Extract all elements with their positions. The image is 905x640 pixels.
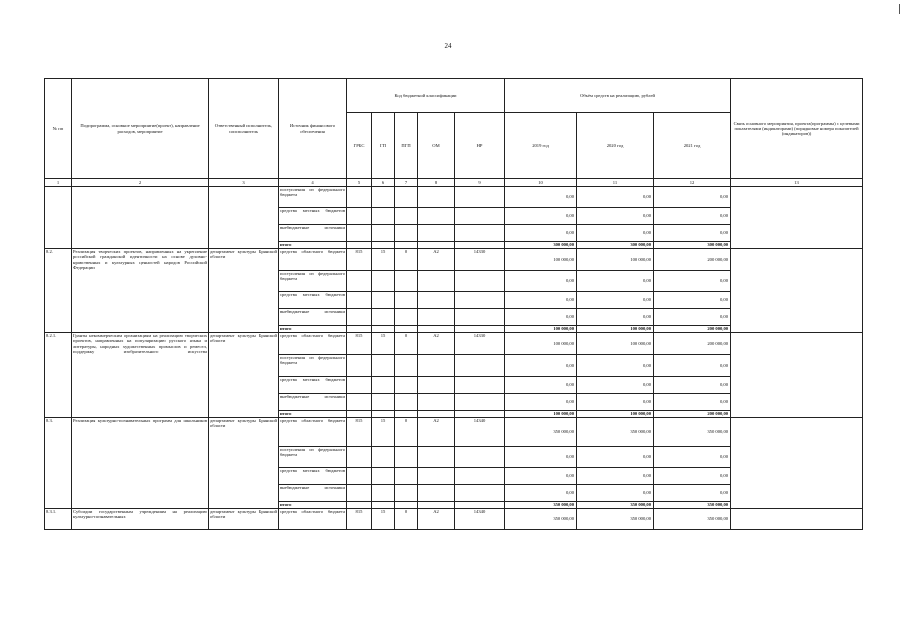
code-gp bbox=[372, 242, 395, 249]
amount-2019: 100 000,00 bbox=[505, 333, 577, 355]
code-gp: 15 bbox=[372, 333, 395, 355]
responsible-executor: департамент культуры Брянской области bbox=[209, 509, 279, 530]
funding-source: средства областного бюджета bbox=[279, 418, 347, 447]
column-number: 7 bbox=[395, 179, 418, 187]
code-np bbox=[455, 355, 505, 377]
page-edge-mark bbox=[899, 4, 900, 14]
funding-source: средства местных бюджетов bbox=[279, 468, 347, 485]
funding-source: внебюджетные источники bbox=[279, 225, 347, 242]
funding-source: средства местных бюджетов bbox=[279, 377, 347, 394]
code-gp bbox=[372, 309, 395, 326]
code-om bbox=[418, 271, 455, 292]
code-gp bbox=[372, 225, 395, 242]
code-om bbox=[418, 208, 455, 225]
amount-2019: 0,00 bbox=[505, 309, 577, 326]
code-om bbox=[418, 411, 455, 418]
amount-2020: 0,00 bbox=[577, 292, 654, 309]
amount-2020: 0,00 bbox=[577, 394, 654, 411]
code-om: А2 bbox=[418, 333, 455, 355]
funding-source: средства областного бюджета bbox=[279, 249, 347, 271]
indicator-link bbox=[731, 187, 863, 249]
program-title: Субсидии государственным учреждениям на реализацию культурно-познавательных bbox=[72, 509, 209, 530]
table-row bbox=[45, 249, 863, 271]
code-om bbox=[418, 355, 455, 377]
funding-source: средства областного бюджета bbox=[279, 333, 347, 355]
code-pgp bbox=[395, 326, 418, 333]
amount-2021: 0,00 bbox=[654, 309, 731, 326]
code-grbs: 815 bbox=[347, 333, 372, 355]
column-number: 1 bbox=[45, 179, 72, 187]
funding-source: средства областного бюджета bbox=[279, 509, 347, 530]
funding-source: итого bbox=[279, 326, 347, 333]
code-om: А2 bbox=[418, 509, 455, 530]
budget-table bbox=[44, 78, 863, 530]
row-number: 8.2.1. bbox=[45, 333, 72, 418]
code-gp bbox=[372, 271, 395, 292]
header-np: НР bbox=[455, 113, 505, 179]
code-om bbox=[418, 447, 455, 468]
amount-2019: 0,00 bbox=[505, 208, 577, 225]
amount-2020: 0,00 bbox=[577, 355, 654, 377]
column-number: 8 bbox=[418, 179, 455, 187]
column-number: 13 bbox=[731, 179, 863, 187]
funding-source: средства местных бюджетов bbox=[279, 208, 347, 225]
code-gp bbox=[372, 208, 395, 225]
code-pgp: 0 bbox=[395, 418, 418, 447]
amount-2020: 300 000,00 bbox=[577, 242, 654, 249]
program-title: Гранты некоммерческим организациям на реализацию творческих проектов, направленных на популяризацию русского языка и литературы, народных художественных промыслов и ремесел, поддержку изобразительного искусства bbox=[72, 333, 209, 418]
amount-2019: 0,00 bbox=[505, 485, 577, 502]
amount-2020: 0,00 bbox=[577, 309, 654, 326]
code-gp: 15 bbox=[372, 249, 395, 271]
code-pgp: 0 bbox=[395, 333, 418, 355]
header-2020: 2020 год bbox=[577, 113, 654, 179]
row-number: 8.3. bbox=[45, 418, 72, 509]
code-om bbox=[418, 394, 455, 411]
funding-source: итого bbox=[279, 242, 347, 249]
code-grbs: 815 bbox=[347, 509, 372, 530]
column-number: 10 bbox=[505, 179, 577, 187]
amount-2020: 0,00 bbox=[577, 271, 654, 292]
code-grbs bbox=[347, 377, 372, 394]
program-title: Реализация культурно-познавательных программ для школьников bbox=[72, 418, 209, 509]
code-grbs bbox=[347, 309, 372, 326]
code-om bbox=[418, 242, 455, 249]
code-pgp bbox=[395, 292, 418, 309]
amount-2021: 300 000,00 bbox=[654, 242, 731, 249]
code-om: А2 bbox=[418, 418, 455, 447]
amount-2020: 100 000,00 bbox=[577, 333, 654, 355]
amount-2019: 0,00 bbox=[505, 355, 577, 377]
column-number: 11 bbox=[577, 179, 654, 187]
header-num: № пп bbox=[45, 79, 72, 179]
code-gp bbox=[372, 326, 395, 333]
header-2019: 2019 год bbox=[505, 113, 577, 179]
code-gp bbox=[372, 355, 395, 377]
code-grbs bbox=[347, 208, 372, 225]
amount-2020: 0,00 bbox=[577, 377, 654, 394]
code-pgp bbox=[395, 271, 418, 292]
code-np bbox=[455, 309, 505, 326]
code-grbs bbox=[347, 271, 372, 292]
amount-2020: 0,00 bbox=[577, 225, 654, 242]
code-gp: 15 bbox=[372, 418, 395, 447]
code-pgp bbox=[395, 377, 418, 394]
amount-2019: 0,00 bbox=[505, 292, 577, 309]
table-row bbox=[45, 509, 863, 530]
amount-2021: 0,00 bbox=[654, 271, 731, 292]
amount-2021: 0,00 bbox=[654, 208, 731, 225]
amount-2021: 0,00 bbox=[654, 485, 731, 502]
indicator-link bbox=[731, 249, 863, 333]
responsible-executor bbox=[209, 187, 279, 249]
amount-2019: 100 000,00 bbox=[505, 326, 577, 333]
code-gp: 15 bbox=[372, 509, 395, 530]
amount-2021: 0,00 bbox=[654, 187, 731, 208]
code-np bbox=[455, 502, 505, 509]
amount-2021: 0,00 bbox=[654, 447, 731, 468]
table-row bbox=[45, 333, 863, 355]
amount-2021: 200 000,00 bbox=[654, 249, 731, 271]
row-number: 8.3.1. bbox=[45, 509, 72, 530]
amount-2021: 0,00 bbox=[654, 468, 731, 485]
code-gp bbox=[372, 411, 395, 418]
header-sources: Источник финансового обеспечения bbox=[279, 79, 347, 179]
code-np bbox=[455, 468, 505, 485]
table-row bbox=[45, 418, 863, 447]
column-number: 4 bbox=[279, 179, 347, 187]
amount-2021: 0,00 bbox=[654, 292, 731, 309]
code-pgp: 0 bbox=[395, 249, 418, 271]
code-grbs bbox=[347, 411, 372, 418]
header-link: Связь основного мероприятия, проекта(программы) с целевыми показателями (индикаторами) (порядковые номера показателей (индикаторов)) bbox=[731, 79, 863, 179]
column-number: 3 bbox=[209, 179, 279, 187]
amount-2019: 0,00 bbox=[505, 468, 577, 485]
amount-2021: 350 000,00 bbox=[654, 418, 731, 447]
row-number: 8.2. bbox=[45, 249, 72, 333]
code-pgp bbox=[395, 468, 418, 485]
code-grbs bbox=[347, 326, 372, 333]
code-pgp bbox=[395, 411, 418, 418]
code-np bbox=[455, 326, 505, 333]
funding-source: поступления из федерального бюджета bbox=[279, 355, 347, 377]
amount-2019: 0,00 bbox=[505, 225, 577, 242]
code-np bbox=[455, 187, 505, 208]
header-pgp: ПГП bbox=[395, 113, 418, 179]
code-grbs bbox=[347, 355, 372, 377]
code-np bbox=[455, 242, 505, 249]
amount-2020: 350 000,00 bbox=[577, 418, 654, 447]
program-title bbox=[72, 187, 209, 249]
code-np bbox=[455, 394, 505, 411]
amount-2021: 200 000,00 bbox=[654, 333, 731, 355]
code-grbs bbox=[347, 394, 372, 411]
amount-2020: 350 000,00 bbox=[577, 502, 654, 509]
amount-2021: 200 000,00 bbox=[654, 326, 731, 333]
indicator-link bbox=[731, 418, 863, 509]
amount-2021: 200 000,00 bbox=[654, 411, 731, 418]
column-number: 2 bbox=[72, 179, 209, 187]
code-np bbox=[455, 485, 505, 502]
code-grbs: 815 bbox=[347, 418, 372, 447]
amount-2021: 0,00 bbox=[654, 394, 731, 411]
indicator-link bbox=[731, 509, 863, 530]
code-om bbox=[418, 485, 455, 502]
amount-2021: 0,00 bbox=[654, 225, 731, 242]
header-om: ОМ bbox=[418, 113, 455, 179]
code-pgp: 0 bbox=[395, 509, 418, 530]
code-pgp bbox=[395, 187, 418, 208]
code-np bbox=[455, 225, 505, 242]
code-pgp bbox=[395, 485, 418, 502]
amount-2020: 0,00 bbox=[577, 447, 654, 468]
code-om bbox=[418, 225, 455, 242]
header-budget-code-group: Код бюджетной классификации bbox=[347, 79, 505, 113]
code-np bbox=[455, 377, 505, 394]
code-np bbox=[455, 447, 505, 468]
code-grbs bbox=[347, 485, 372, 502]
code-grbs: 815 bbox=[347, 249, 372, 271]
header-volume-group: Объём средств на реализацию, рублей bbox=[505, 79, 731, 113]
amount-2019: 0,00 bbox=[505, 271, 577, 292]
amount-2019: 350 000,00 bbox=[505, 418, 577, 447]
header-2021: 2021 год bbox=[654, 113, 731, 179]
code-np bbox=[455, 208, 505, 225]
code-om bbox=[418, 309, 455, 326]
funding-source: внебюджетные источники bbox=[279, 309, 347, 326]
amount-2021: 0,00 bbox=[654, 355, 731, 377]
code-pgp bbox=[395, 242, 418, 249]
amount-2020: 100 000,00 bbox=[577, 411, 654, 418]
code-grbs bbox=[347, 225, 372, 242]
funding-source: внебюджетные источники bbox=[279, 394, 347, 411]
code-np bbox=[455, 271, 505, 292]
table-body bbox=[45, 187, 863, 530]
indicator-link bbox=[731, 333, 863, 418]
funding-source: итого bbox=[279, 411, 347, 418]
code-pgp bbox=[395, 502, 418, 509]
responsible-executor: департамент культуры Брянской области bbox=[209, 333, 279, 418]
code-gp bbox=[372, 292, 395, 309]
funding-source: поступления из федерального бюджета bbox=[279, 187, 347, 208]
code-np: 14330 bbox=[455, 333, 505, 355]
funding-source: итого bbox=[279, 502, 347, 509]
funding-source: средства местных бюджетов bbox=[279, 292, 347, 309]
amount-2020: 0,00 bbox=[577, 468, 654, 485]
page-number: 24 bbox=[444, 42, 452, 50]
responsible-executor: департамент культуры Брянской области bbox=[209, 418, 279, 509]
amount-2019: 0,00 bbox=[505, 377, 577, 394]
code-gp bbox=[372, 485, 395, 502]
amount-2019: 350 000,00 bbox=[505, 509, 577, 530]
amount-2021: 350 000,00 bbox=[654, 509, 731, 530]
code-pgp bbox=[395, 447, 418, 468]
responsible-executor: департамент культуры Брянской области bbox=[209, 249, 279, 333]
code-gp bbox=[372, 502, 395, 509]
code-pgp bbox=[395, 208, 418, 225]
code-gp bbox=[372, 377, 395, 394]
header-grbs: ГРБС bbox=[347, 113, 372, 179]
amount-2020: 0,00 bbox=[577, 187, 654, 208]
header-program: Подпрограмма, основное мероприятие(проект), направление расходов, мероприятие bbox=[72, 79, 209, 179]
row-number bbox=[45, 187, 72, 249]
amount-2020: 350 000,00 bbox=[577, 509, 654, 530]
table-row bbox=[45, 187, 863, 208]
code-pgp bbox=[395, 225, 418, 242]
code-np: 14340 bbox=[455, 418, 505, 447]
column-number: 12 bbox=[654, 179, 731, 187]
code-grbs bbox=[347, 502, 372, 509]
code-om bbox=[418, 502, 455, 509]
amount-2021: 350 000,00 bbox=[654, 502, 731, 509]
code-om bbox=[418, 187, 455, 208]
code-gp bbox=[372, 447, 395, 468]
code-om bbox=[418, 326, 455, 333]
funding-source: внебюджетные источники bbox=[279, 485, 347, 502]
header-responsible: Ответственный исполнитель, соисполнитель bbox=[209, 79, 279, 179]
code-pgp bbox=[395, 394, 418, 411]
amount-2019: 100 000,00 bbox=[505, 249, 577, 271]
code-om bbox=[418, 468, 455, 485]
code-pgp bbox=[395, 309, 418, 326]
code-np bbox=[455, 411, 505, 418]
code-om bbox=[418, 292, 455, 309]
amount-2020: 0,00 bbox=[577, 208, 654, 225]
code-grbs bbox=[347, 187, 372, 208]
code-np: 14340 bbox=[455, 509, 505, 530]
code-grbs bbox=[347, 468, 372, 485]
code-om: А2 bbox=[418, 249, 455, 271]
amount-2020: 100 000,00 bbox=[577, 326, 654, 333]
amount-2019: 300 000,00 bbox=[505, 242, 577, 249]
program-title: Реализация творческих проектов, направленных на укрепление российской гражданской идентичности на основе духовно-нравственных и культурных ценностей народов Российской Федерации bbox=[72, 249, 209, 333]
code-grbs bbox=[347, 292, 372, 309]
amount-2021: 0,00 bbox=[654, 377, 731, 394]
code-grbs bbox=[347, 447, 372, 468]
code-om bbox=[418, 377, 455, 394]
amount-2020: 0,00 bbox=[577, 485, 654, 502]
amount-2019: 350 000,00 bbox=[505, 502, 577, 509]
column-number: 6 bbox=[372, 179, 395, 187]
column-number-row bbox=[45, 179, 863, 187]
code-gp bbox=[372, 468, 395, 485]
amount-2019: 100 000,00 bbox=[505, 411, 577, 418]
amount-2019: 0,00 bbox=[505, 394, 577, 411]
code-grbs bbox=[347, 242, 372, 249]
amount-2019: 0,00 bbox=[505, 447, 577, 468]
funding-source: поступления из федерального бюджета bbox=[279, 271, 347, 292]
header-gp: ГП bbox=[372, 113, 395, 179]
code-np: 14330 bbox=[455, 249, 505, 271]
column-number: 9 bbox=[455, 179, 505, 187]
amount-2019: 0,00 bbox=[505, 187, 577, 208]
amount-2020: 100 000,00 bbox=[577, 249, 654, 271]
code-np bbox=[455, 292, 505, 309]
column-number: 5 bbox=[347, 179, 372, 187]
funding-source: поступления из федерального бюджета bbox=[279, 447, 347, 468]
code-gp bbox=[372, 394, 395, 411]
code-pgp bbox=[395, 355, 418, 377]
code-gp bbox=[372, 187, 395, 208]
